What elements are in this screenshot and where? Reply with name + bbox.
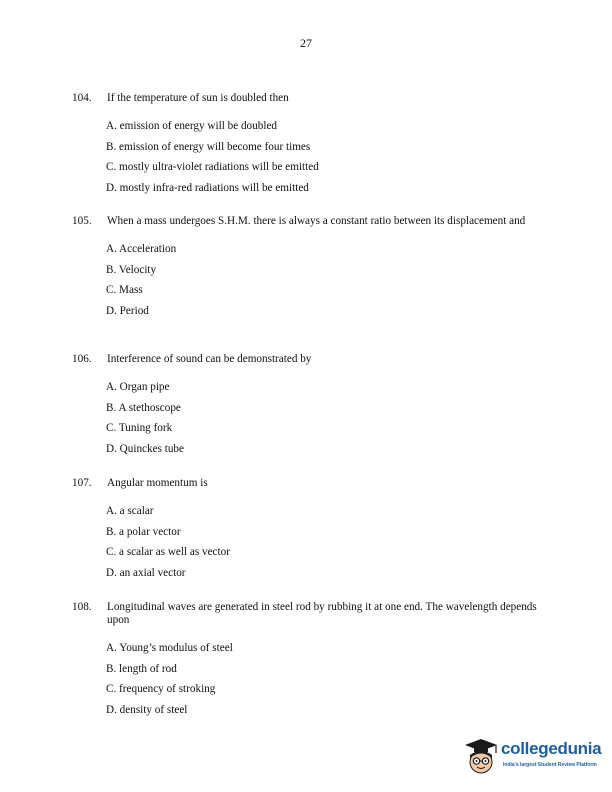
collegedunia-logo [462,736,602,776]
option-d: D. density of steel [106,703,188,716]
option-d: D. mostly infra-red radiations will be emitted [106,181,309,194]
option-a: A. Acceleration [106,243,177,255]
question-105 [72,215,552,325]
question-108 [72,601,552,724]
question-104 [72,92,552,202]
option-a: A. a scalar [106,505,154,517]
option-a: A. emission of energy will be doubled [106,120,277,132]
option-c: C. a scalar as well as vector [106,546,230,558]
question-text: Interference of sound can be demonstrated by [107,353,312,365]
question-number: 105. [72,215,92,227]
option-c: C. Tuning fork [106,422,173,434]
options-list [72,505,552,580]
graduate-mascot-icon [462,736,500,776]
option-d: D. Period [106,304,149,317]
options-list [72,381,552,456]
question-text: When a mass undergoes S.H.M. there is always a constant ratio between its displacement and [107,215,526,227]
question-text: If the temperature of sun is doubled then [107,92,289,104]
question-number: 108. [72,601,92,613]
option-c: C. Mass [106,284,143,296]
question-stem [72,215,552,228]
question-stem [72,92,552,105]
option-a: A. Young’s modulus of steel [106,642,233,654]
options-list [72,120,552,195]
option-d: D. an axial vector [106,566,186,579]
question-number: 106. [72,353,92,365]
option-d: D. Quinckes tube [106,442,184,455]
question-106 [72,353,552,463]
option-a: A. Organ pipe [106,381,170,393]
question-stem [72,353,552,366]
options-list [72,243,552,318]
question-text: Longitudinal waves are generated in steel rod by rubbing it at one end. The wavelength depends upon [107,601,537,626]
option-b: B. A stethoscope [106,401,181,414]
logo-tagline: India's largest Student Review Platform [503,762,597,768]
question-text: Angular momentum is [107,477,208,489]
question-number: 107. [72,477,92,489]
option-c: C. frequency of stroking [106,683,216,695]
question-107 [72,477,552,587]
question-stem [72,477,552,490]
option-b: B. length of rod [106,662,177,675]
options-list [72,642,552,717]
option-c: C. mostly ultra-violet radiations will be emitted [106,161,319,173]
logo-wordmark: collegedunia [501,739,602,758]
option-b: B. emission of energy will become four times [106,140,311,153]
question-number: 104. [72,92,92,104]
question-stem [72,601,552,627]
page-number: 27 [300,36,312,50]
option-b: B. Velocity [106,263,157,276]
option-b: B. a polar vector [106,525,181,538]
